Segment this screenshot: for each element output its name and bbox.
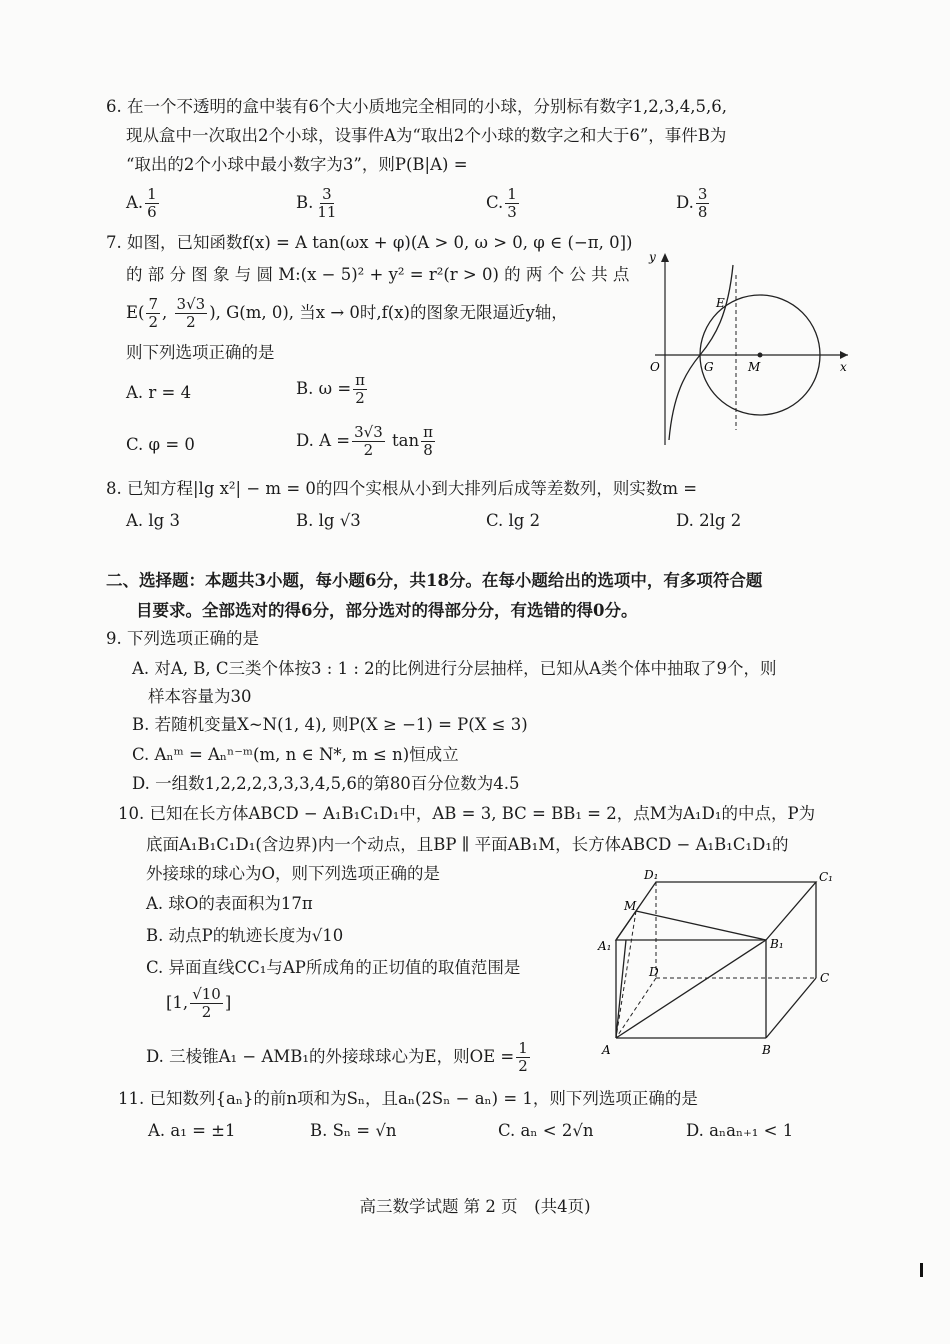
q6-option-a: A. $\frac{1}{6}$ (126, 185, 157, 221)
q10-label-a1: A₁ (598, 939, 612, 953)
q10-segment-m-to-a-hidden (616, 911, 636, 1038)
q7-label-y: y (649, 250, 656, 264)
q8-option-c: C. lg 2 (486, 511, 541, 530)
scan-mark (920, 1263, 923, 1277)
q10-option-d: D. 三棱锥A₁ − AMB₁的外接球球心为E，则OE = $\frac{1}{2}$ (146, 1039, 528, 1075)
q9-option-a-line1: A. 对A, B, C三类个体按3 : 1 : 2的比例进行分层抽样，已知从A类个体中抽取了9个，则 (132, 659, 777, 678)
q7-label-m: M (748, 360, 761, 374)
q7-option-d: D. A = $\frac{3√3}{2}$ tan $\frac{\pi}{8}$ (296, 423, 433, 459)
q7-line3: E( $\frac{7}{2}$ , $\frac{3√3}{2}$ ), G(m, 0), 当x → 0时,f(x)的图象无限逼近y轴， (126, 295, 568, 331)
q10-label-c: C (820, 971, 830, 985)
q11-option-a: A. a₁ = ±1 (148, 1121, 236, 1140)
q11-line1: 11. 已知数列{aₙ}的前n项和为Sₙ，且aₙ(2Sₙ − aₙ) = 1，则下列选项正确的是 (118, 1089, 698, 1108)
q10-option-c-range: [1, $\frac{√10}{2}$ ] (166, 985, 232, 1021)
q9-stem: 9. 下列选项正确的是 (106, 629, 259, 648)
q7-option-a: A. r = 4 (126, 383, 192, 402)
q8-line1: 8. 已知方程|lg x²| − m = 0的四个实根从小到大排列后成等差数列，则实数m = (106, 479, 698, 498)
q10-edge-da (616, 978, 656, 1038)
q6-line3: “取出的2个小球中最小数字为3”，则P(B|A) = (126, 155, 468, 174)
q10-segment-ab1 (616, 940, 766, 1038)
section2-heading-line2: 目要求。全部选对的得6分，部分选对的得部分分，有选错的得0分。 (136, 601, 638, 620)
q10-label-a: A (602, 1043, 611, 1057)
q10-option-b: B. 动点P的轨迹长度为√10 (146, 926, 344, 945)
q7-label-e: E (716, 296, 725, 310)
q7-label-g: G (704, 360, 714, 374)
page-footer: 高三数学试题 第 2 页 (共4页) (359, 1197, 591, 1216)
q10-label-d1: D₁ (644, 868, 659, 882)
q9-option-d: D. 一组数1,2,2,2,3,3,3,4,5,6的第80百分位数为4.5 (132, 774, 520, 793)
q9-option-a-line2: 样本容量为30 (148, 687, 252, 706)
q10-label-c1: C₁ (819, 870, 833, 884)
q7-y-arrow (661, 253, 669, 262)
q6-line1: 6. 在一个不透明的盒中装有6个大小质地完全相同的小球，分别标有数字1,2,3,4,5,6, (106, 97, 727, 116)
q7-figure (640, 245, 855, 455)
q6-line2: 现从盒中一次取出2个小球，设事件A为“取出2个小球的数字之和大于6”，事件B为 (126, 126, 727, 145)
q10-label-b1: B₁ (770, 937, 784, 951)
q9-option-c: C. Aₙᵐ = Aₙⁿ⁻ᵐ(m, n ∈ N*, m ≤ n)恒成立 (132, 745, 459, 764)
q6-option-c: C. $\frac{1}{3}$ (486, 185, 517, 221)
q7-line1: 7. 如图，已知函数f(x) = A tan(ωx + φ)(A > 0, ω > 0, φ ∈ (−π, 0]) (106, 233, 633, 252)
q7-x-arrow (840, 351, 848, 359)
q8-option-a: A. lg 3 (126, 511, 180, 530)
q10-figure (592, 868, 842, 1058)
q10-option-a: A. 球O的表面积为17π (146, 894, 313, 913)
q8-option-d: D. 2lg 2 (676, 511, 742, 530)
q11-option-b: B. Sₙ = √n (310, 1121, 397, 1140)
q7-tan-curve (669, 265, 733, 440)
q7-point-m (758, 353, 763, 358)
q7-label-o: O (650, 360, 660, 374)
q10-label-m: M (624, 899, 637, 913)
q10-segment-a1-mid (616, 911, 636, 940)
q7-line2: 的 部 分 图 象 与 圆 M:(x − 5)² + y² = r²(r > 0) 的 两 个 公 共 点 (126, 265, 630, 284)
q10-option-c: C. 异面直线CC₁与AP所成角的正切值的取值范围是 (146, 958, 521, 977)
q10-label-b: B (762, 1043, 771, 1057)
q10-edge-bc (766, 978, 816, 1038)
q10-top-face (616, 882, 816, 940)
q10-segment-a-m (616, 940, 626, 1038)
q8-option-b: B. lg √3 (296, 511, 361, 530)
q10-label-d: D (649, 965, 659, 979)
q7-label-x: x (840, 360, 847, 374)
q7-option-c: C. φ = 0 (126, 435, 195, 454)
q11-option-c: C. aₙ < 2√n (498, 1121, 594, 1140)
q11-option-d: D. aₙaₙ₊₁ < 1 (686, 1121, 794, 1140)
q7-option-b: B. ω = $\frac{\pi}{2}$ (296, 371, 365, 407)
q6-option-b: B. $\frac{3}{11}$ (296, 185, 337, 221)
q10-line3: 外接球的球心为O，则下列选项正确的是 (146, 864, 441, 883)
q9-option-b: B. 若随机变量X~N(1, 4), 则P(X ≥ −1) = P(X ≤ 3) (132, 715, 528, 734)
q10-line1: 10. 已知在长方体ABCD − A₁B₁C₁D₁中，AB = 3, BC = BB₁ = 2，点M为A₁D₁的中点，P为 (118, 804, 816, 823)
q7-line4: 则下列选项正确的是 (126, 343, 275, 362)
q6-option-d: D. $\frac{3}{8}$ (676, 185, 708, 221)
q10-line2: 底面A₁B₁C₁D₁(含边界)内一个动点，且BP ∥ 平面AB₁M，长方体ABCD − A₁B₁C₁D₁的 (146, 835, 789, 854)
section2-heading-line1: 二、选择题：本题共3小题，每小题6分，共18分。在每小题给出的选项中，有多项符合题 (106, 571, 763, 590)
